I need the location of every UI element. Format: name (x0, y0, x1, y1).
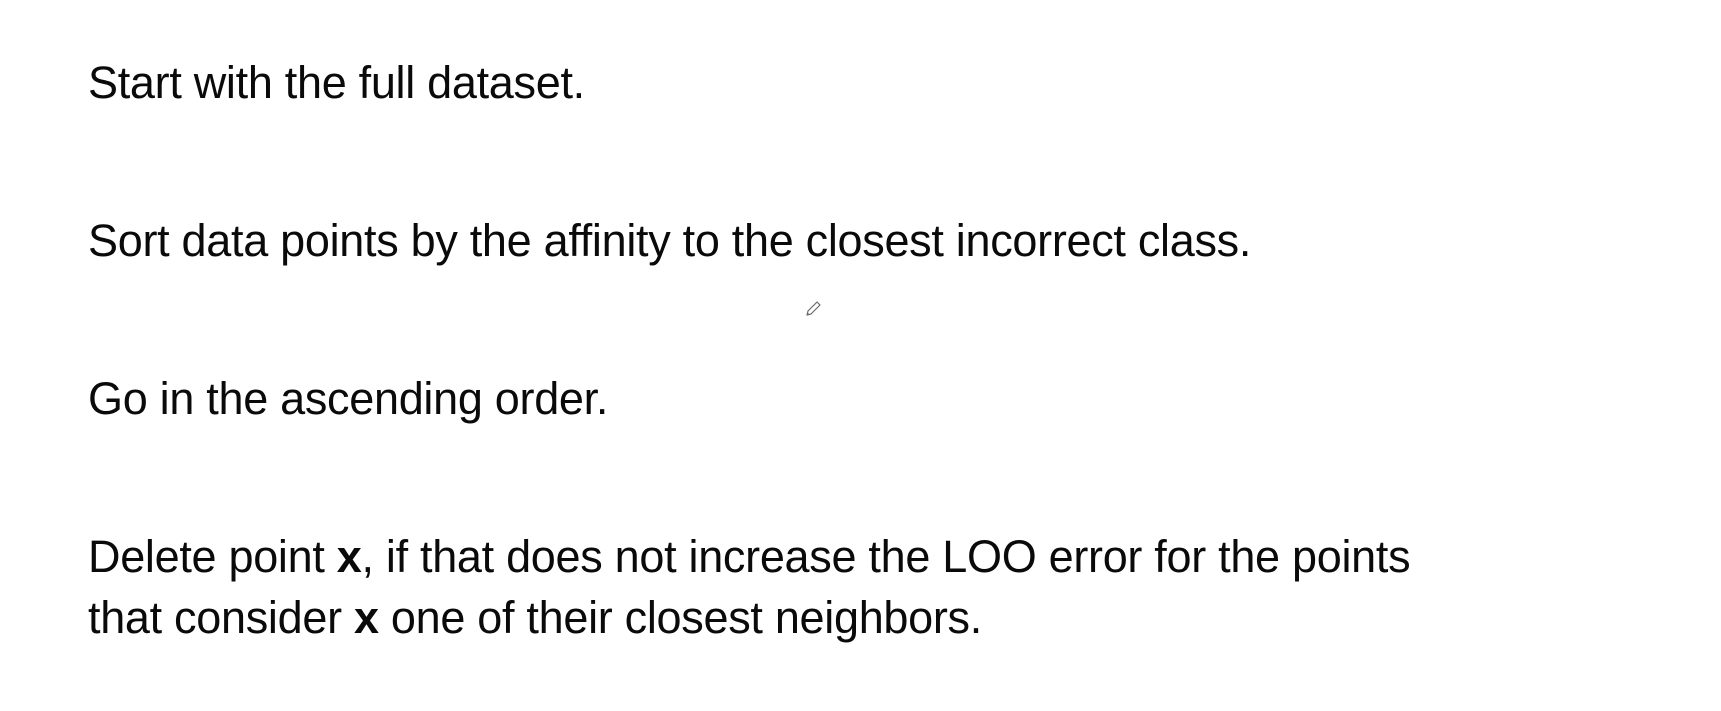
variable-x: x (336, 531, 362, 582)
step-1-text: Start with the full dataset. (88, 57, 585, 108)
step-4-line-2-start: that consider (88, 592, 354, 643)
step-4-line-1-start: Delete point (88, 531, 337, 582)
step-4-line-2 (88, 587, 1410, 648)
step-2-text: Sort data points by the affinity to the closest incorrect class. (88, 215, 1252, 266)
step-4-line-1 (88, 526, 1410, 587)
step-ascending-order (88, 368, 608, 429)
step-sort-by-affinity (88, 210, 1251, 271)
step-start-full-dataset (88, 52, 585, 113)
pen-cursor-icon (804, 300, 822, 318)
step-4-line-1-end: , if that does not increase the LOO error for the points (361, 531, 1411, 582)
step-3-text: Go in the ascending order. (88, 373, 609, 424)
step-4-line-2-end: one of their closest neighbors. (378, 592, 982, 643)
step-delete-point (88, 526, 1410, 648)
variable-x: x (353, 592, 379, 643)
